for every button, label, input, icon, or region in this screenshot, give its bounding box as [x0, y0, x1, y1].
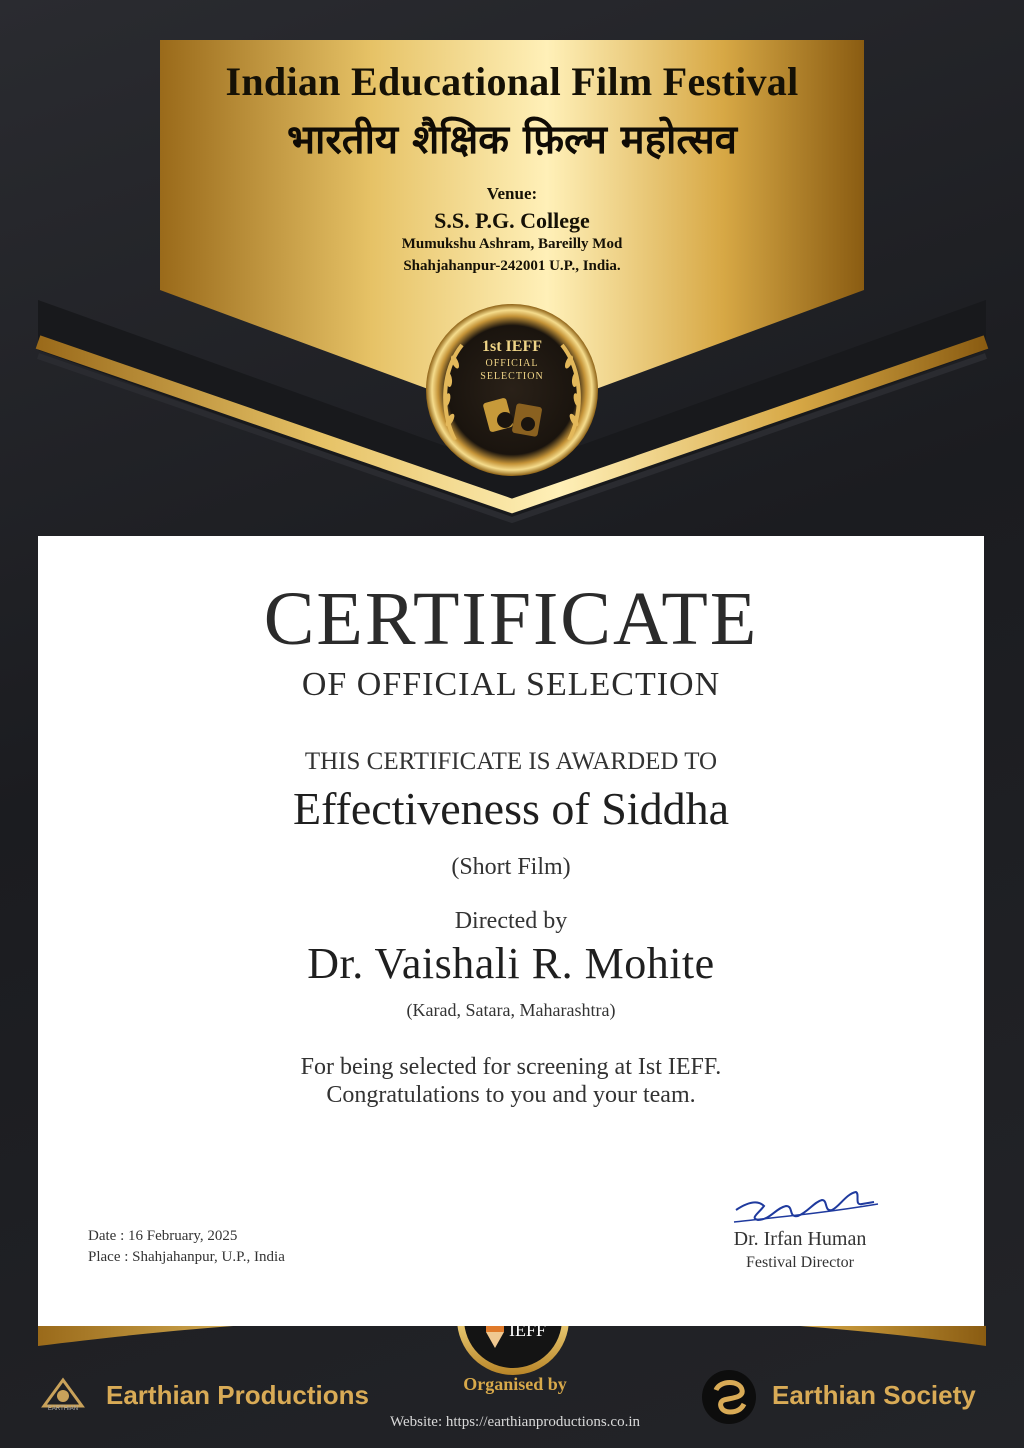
seal-circle: [426, 304, 598, 476]
venue-label: Venue:: [486, 184, 538, 203]
director-name: Dr. Vaishali R. Mohite: [307, 939, 715, 988]
film-type: (Short Film): [451, 854, 571, 880]
festival-title-hi: भारतीय शैक्षिक फ़िल्म महोत्सव: [286, 117, 738, 163]
message-line1: For being selected for screening at Ist IEFF.: [300, 1054, 722, 1080]
seal-line2: OFFICIAL: [485, 358, 539, 369]
director-location: (Karad, Satara, Maharashtra): [406, 1000, 616, 1020]
venue-address-line2: Shahjahanpur-242001 U.P., India.: [403, 258, 621, 274]
venue-address-line1: Mumukshu Ashram, Bareilly Mod: [401, 236, 623, 252]
certificate-place: Place : Shahjahanpur, U.P., India: [88, 1249, 285, 1265]
signatory-name: Dr. Irfan Human: [733, 1228, 867, 1250]
signatory-role: Festival Director: [746, 1254, 854, 1271]
website-text: Website: https://earthianproductions.co.in: [390, 1414, 640, 1430]
ieff-logo-line1: 1st: [509, 1294, 540, 1323]
seal-line3: SELECTION: [480, 371, 544, 382]
film-title: Effectiveness of Siddha: [292, 783, 730, 834]
festival-title-en: Indian Educational Film Festival: [225, 59, 799, 104]
message-line2: Congratulations to you and your team.: [326, 1082, 696, 1108]
handwritten-signature: [728, 1184, 888, 1228]
certificate-title: CERTIFICATE: [263, 577, 759, 661]
organised-by-label: Organised by: [463, 1374, 567, 1394]
directed-by-label: Directed by: [454, 908, 568, 934]
seal-line1: 1st IEFF: [482, 338, 542, 355]
awarded-to-label: THIS CERTIFICATE IS AWARDED TO: [304, 748, 718, 775]
earthian-society-brand: Earthian Society: [772, 1380, 976, 1410]
certificate-subtitle: OF OFFICIAL SELECTION: [301, 666, 721, 703]
ieff-logo-line2: IEFF: [509, 1320, 547, 1340]
earthian-logo-caption: EARTHIAN: [47, 1406, 79, 1412]
earthian-productions-brand: Earthian Productions: [106, 1380, 369, 1410]
certificate-date: Date : 16 February, 2025: [88, 1228, 238, 1244]
venue-name: S.S. P.G. College: [434, 208, 590, 233]
earthian-society-logo-icon: [700, 1368, 758, 1426]
